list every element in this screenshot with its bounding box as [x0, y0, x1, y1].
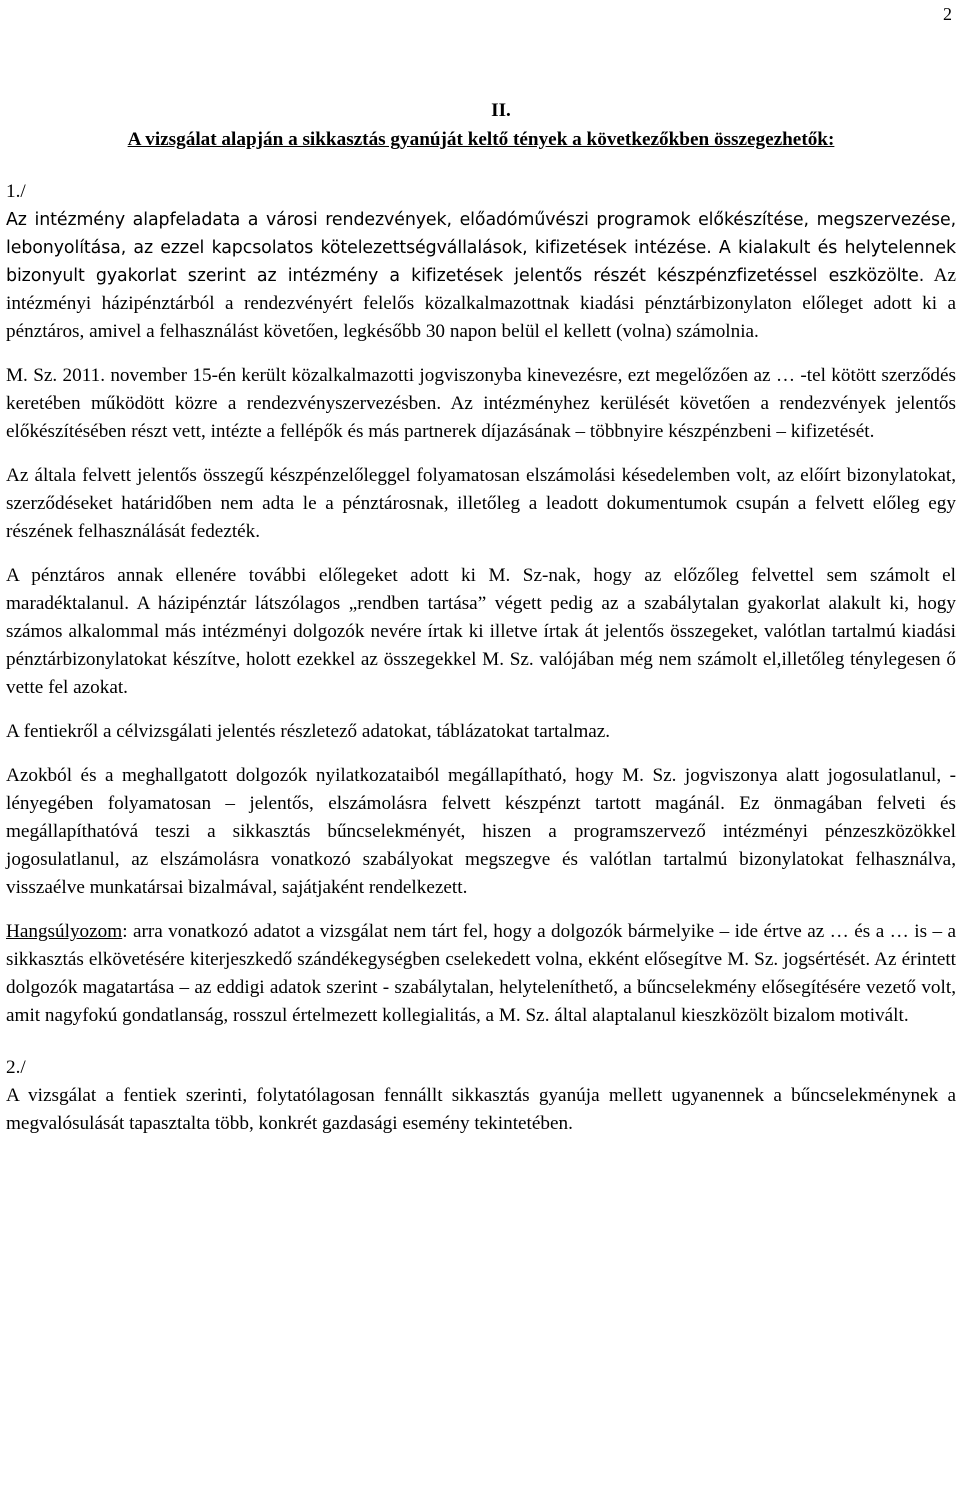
point-1-paragraph-2: M. Sz. 2011. november 15-én került közalkalmazotti jogviszonyba kinevezésre, ezt megelőzően az … -tel kötött szerződés keretében működött közre a rendezvényszervezésben. Az intézményhez kerülését követően a rendezvények jelentős előkészítésében részt vett, intézte a fellépők és más partnerek díjazásának – többnyire készpénzbeni – kifizetését.	[6, 365, 956, 442]
section-numeral: II.	[491, 100, 511, 121]
point-1-paragraph-3: Az általa felvett jelentős összegű készpénzelőleggel folyamatosan elszámolási késedelemben volt, az előírt bizonylatokat, szerződéseket határidőben nem adta le a pénztárosnak, illetőleg a leadott dokumentumok csupán a felvett előleg egy részének felhasználását fedezték.	[6, 465, 956, 542]
point-1-paragraph-5: A fentiekről a célvizsgálati jelentés részletező adatokat, táblázatokat tartalmaz.	[6, 721, 611, 742]
emphasis-word: Hangsúlyozom	[6, 921, 123, 942]
section-heading: A vizsgálat alapján a sikkasztás gyanúját keltő tények a következőkben összegezhetők:	[127, 129, 835, 150]
page-number: 2	[943, 4, 952, 24]
point-1-paragraph-1	[6, 206, 956, 346]
document-body	[6, 97, 956, 1138]
point-1-paragraph-7	[6, 918, 956, 1030]
point-1-label: 1./	[6, 181, 26, 202]
point-1-paragraph-4: A pénztáros annak ellenére további előlegeket adott ki M. Sz-nak, hogy az előzőleg felvettel sem számolt el maradéktalanul. A házipénztár látszólagos „rendben tartása” végett pedig az a szabálytalan gyakorlat alakult ki, hogy számos alkalommal más intézményi dolgozók nevére írtak ki illetve írtak át jelentős összegeket, valótlan tartalmú kiadási pénztárbizonylatokat készítve, holott ezekkel az összegekkel M. Sz. valójában még nem számolt el,illetőleg ténylegesen ő vette fel azokat.	[6, 565, 956, 698]
point-1-paragraph-1-serif: Az intézményi házipénztárból a rendezvényért felelős közalkalmazottnak kiadási pénztárbizonylaton előleget adott ki a pénztáros, amivel a felhasználást követően, legkésőbb 30 napon belül el kellett (volna) számolnia.	[6, 265, 956, 342]
point-1-paragraph-7-text: : arra vonatkozó adatot a vizsgálat nem tárt fel, hogy a dolgozók bármelyike – ide értve az … és a … is – a sikkasztás elkövetésére kiterjeszkedő szándékegységben cselekedett volna, ekként elősegítve M. Sz. jogsértését. Az érintett dolgozók magatartása – az eddigi adatok szerint - szabálytalan, helyteleníthető, a bűncselekmény elősegítésére vezető volt, amit nagyfokú gondatlanság, rosszul értelmezett kollegialitás, a M. Sz. által alaptalanul kieszközölt bizalom motivált.	[6, 921, 956, 1026]
point-2-label: 2./	[6, 1057, 26, 1078]
point-2-paragraph-1: A vizsgálat a fentiek szerinti, folytatólagosan fennállt sikkasztás gyanúja mellett ugyanennek a bűncselekménynek a megvalósulását tapasztalta több, konkrét gazdasági esemény tekintetében.	[6, 1085, 956, 1134]
point-1-paragraph-1-sans: Az intézmény alapfeladata a városi rendezvények, előadóművészi programok előkészítése, megszervezése, lebonyolítása, az ezzel kapcsolatos kötelezettségvállalások, kifizetések intézése. A kialakult és helytelennek bizonyult gyakorlat szerint az intézmény a kifizetések jelentős részét készpénzfizetéssel eszközölte.	[6, 210, 956, 286]
point-1-paragraph-6: Azokból és a meghallgatott dolgozók nyilatkozataiból megállapítható, hogy M. Sz. jogviszonya alatt jogosulatlanul, - lényegében folyamatosan – jelentős, elszámolásra felvett készpénzt tartott magánál. Ez önmagában felveti és megállapíthatóvá teszi a sikkasztás bűncselekményét, hiszen a programszervező intézményi pénzeszközökkel jogosulatlanul, az elszámolásra vonatkozó szabályokat megszegve és valótlan tartalmú bizonylatokat felhasználva, visszaélve munkatársai bizalmával, sajátjaként rendelkezett.	[6, 765, 956, 898]
